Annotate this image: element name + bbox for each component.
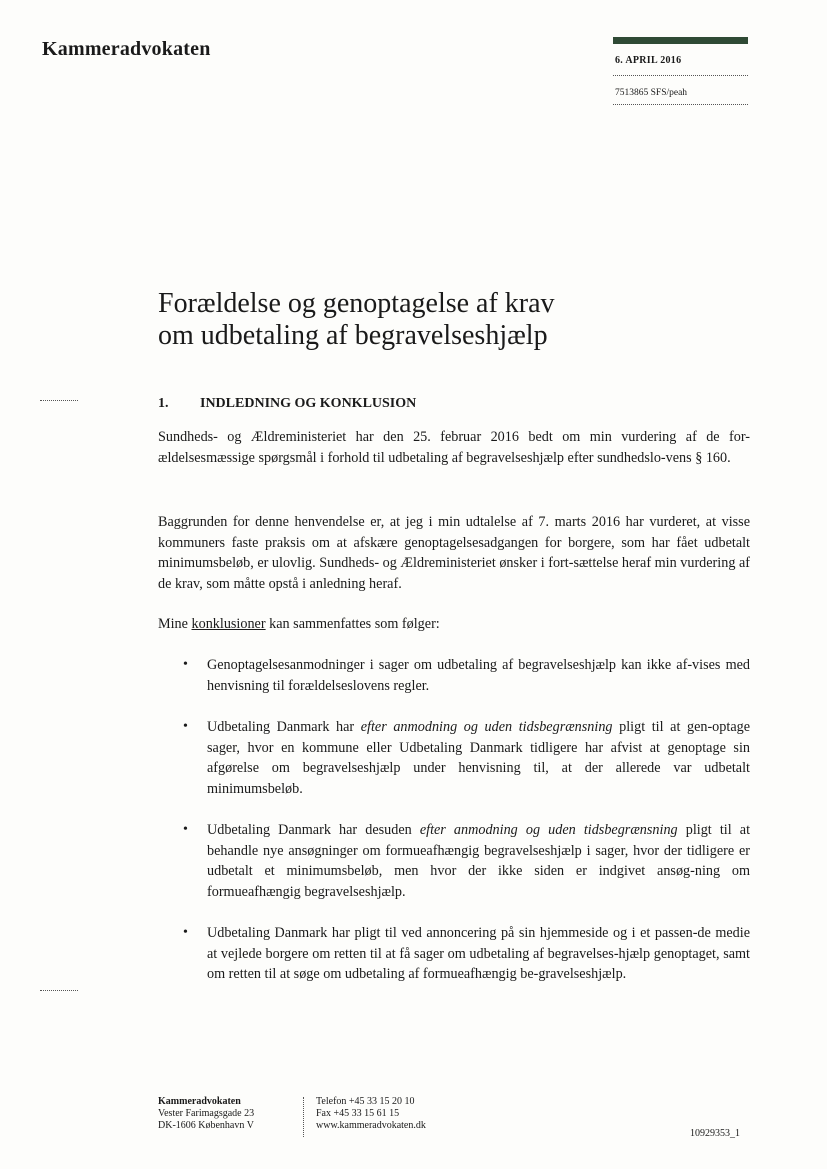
bullet-icon: •	[183, 657, 188, 672]
section-heading	[158, 396, 416, 412]
document-reference: 7513865 SFS/peah	[615, 88, 688, 98]
footer-divider	[303, 1097, 304, 1137]
paragraph-conclusion-intro: Mine konklusioner kan sammenfattes som følger:	[158, 616, 440, 632]
section-title: INDLEDNING OG KONKLUSION	[200, 396, 417, 411]
list-item: • Udbetaling Danmark har desuden efter anmodning og uden tidsbegrænsning pligt til at behandle nye ansøgninger om formueafhængig begravelseshjælp i sager, hvor der tidligere er udbetalt et minimumsbeløb, men hvor der ikke siden er indgivet ansøg-ning om formueafhængig begravelseshjælp.	[183, 822, 751, 900]
section-number: 1.	[158, 396, 169, 411]
footer-city: DK-1606 København V	[158, 1120, 254, 1131]
document-title	[158, 288, 678, 352]
footer-name: Kammeradvokaten	[158, 1096, 241, 1107]
meta-divider	[613, 104, 748, 105]
bullet-icon: •	[183, 719, 188, 734]
footer-website-link[interactable]: www.kammeradvokaten.dk	[316, 1120, 426, 1131]
footer-street: Vester Farimagsgade 23	[158, 1108, 255, 1119]
list-item: • Udbetaling Danmark har efter anmodning og uden tidsbegrænsning pligt til at gen-optage sager, hvor en kommune eller Udbetaling Danmark tidligere har afvist at genoptage sin afgørelse om begravelseshjælp under henvisning til, at der allerede var udbetalt minimumsbeløb.	[183, 719, 751, 797]
bullet-icon: •	[183, 822, 188, 837]
meta-divider	[613, 75, 748, 76]
title-line-1: Forældelse og genoptagelse af krav	[158, 288, 555, 319]
brand-name: Kammeradvokaten	[42, 38, 211, 60]
header-color-bar	[613, 37, 748, 44]
list-item: • Udbetaling Danmark har pligt til ved annoncering på sin hjemmeside og i et passen-de medie at vejlede borgere om retten til at få sager om udbetaling af begravelses-hjælp genoptaget, samt om retten til at søge om udbetaling af formueafhængig be-gravelseshjælp.	[183, 925, 750, 982]
conclusions-link: konklusioner	[191, 616, 266, 632]
margin-fold-mark	[40, 990, 78, 991]
footer-fax: Fax +45 33 15 61 15	[316, 1108, 400, 1119]
document-id: 10929353_1	[690, 1128, 740, 1139]
conclusion-list	[158, 655, 750, 1006]
footer-address	[158, 1096, 254, 1132]
footer-contact	[316, 1096, 426, 1132]
title-line-2: om udbetaling af begravelseshjælp	[158, 320, 548, 351]
bullet-icon: •	[183, 925, 188, 940]
list-item: • Genoptagelsesanmodninger i sager om udbetaling af begravelseshjælp kan ikke af-vises med henvisning til forældelseslovens regler.	[183, 657, 750, 694]
paragraph-background: Baggrunden for denne henvendelse er, at jeg i min udtalelse af 7. marts 2016 har vurderet, at visse kommuners faste praksis om at afskære genoptagelsesadgangen for borgere, som har fået udbetalt minimumsbeløb, er ulovlig. Sundheds- og Ældreministeriet ønsker i fort-sættelse heraf min vurdering af de krav, som måtte opstå i anledning heraf.	[158, 514, 750, 592]
footer-phone: Telefon +45 33 15 20 10	[316, 1096, 415, 1107]
margin-fold-mark	[40, 400, 78, 401]
paragraph-request: Sundheds- og Ældreministeriet har den 25. februar 2016 bedt om min vurdering af de for-ældelsesmæssige spørgsmål i forhold til udbetaling af begravelseshjælp efter sundhedslo-vens § 160.	[158, 429, 750, 466]
document-date: 6. APRIL 2016	[615, 55, 682, 66]
